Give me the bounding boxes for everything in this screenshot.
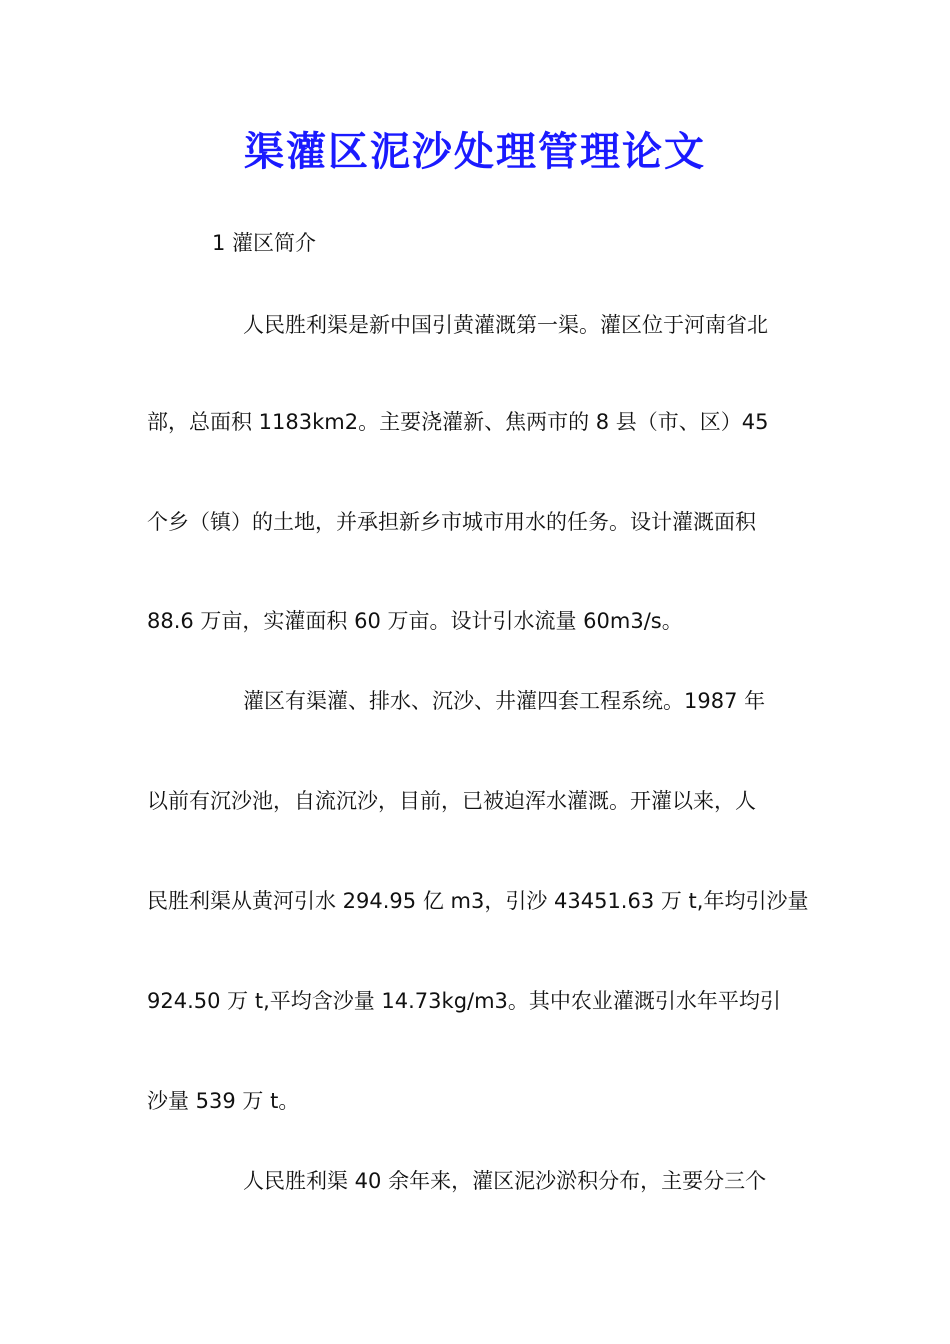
section-heading: 1 灌区简介 (212, 231, 317, 255)
paragraph-line: 部，总面积 1183km2。主要浇灌新、焦两市的 8 县（市、区）45 (147, 410, 769, 434)
paragraph-line: 88.6 万亩，实灌面积 60 万亩。设计引水流量 60m3/s。 (147, 609, 683, 633)
paragraph-line: 民胜利渠从黄河引水 294.95 亿 m3，引沙 43451.63 万 t,年均引沙量 (147, 889, 809, 913)
paragraph-line: 人民胜利渠 40 余年来，灌区泥沙淤积分布，主要分三个 (243, 1169, 767, 1193)
paragraph-line: 个乡（镇）的土地，并承担新乡市城市用水的任务。设计灌溉面积 (147, 510, 756, 534)
paragraph-line: 924.50 万 t,平均含沙量 14.73kg/m3。其中农业灌溉引水年平均引 (147, 989, 781, 1013)
paragraph-line: 以前有沉沙池，自流沉沙，目前，已被迫浑水灌溉。开灌以来，人 (147, 789, 756, 813)
paragraph-line: 人民胜利渠是新中国引黄灌溉第一渠。灌区位于河南省北 (243, 313, 768, 337)
paragraph-line: 灌区有渠灌、排水、沉沙、井灌四套工程系统。1987 年 (243, 689, 766, 713)
document-title: 渠灌区泥沙处理管理论文 (244, 128, 706, 175)
paragraph-line: 沙量 539 万 t。 (147, 1089, 300, 1113)
